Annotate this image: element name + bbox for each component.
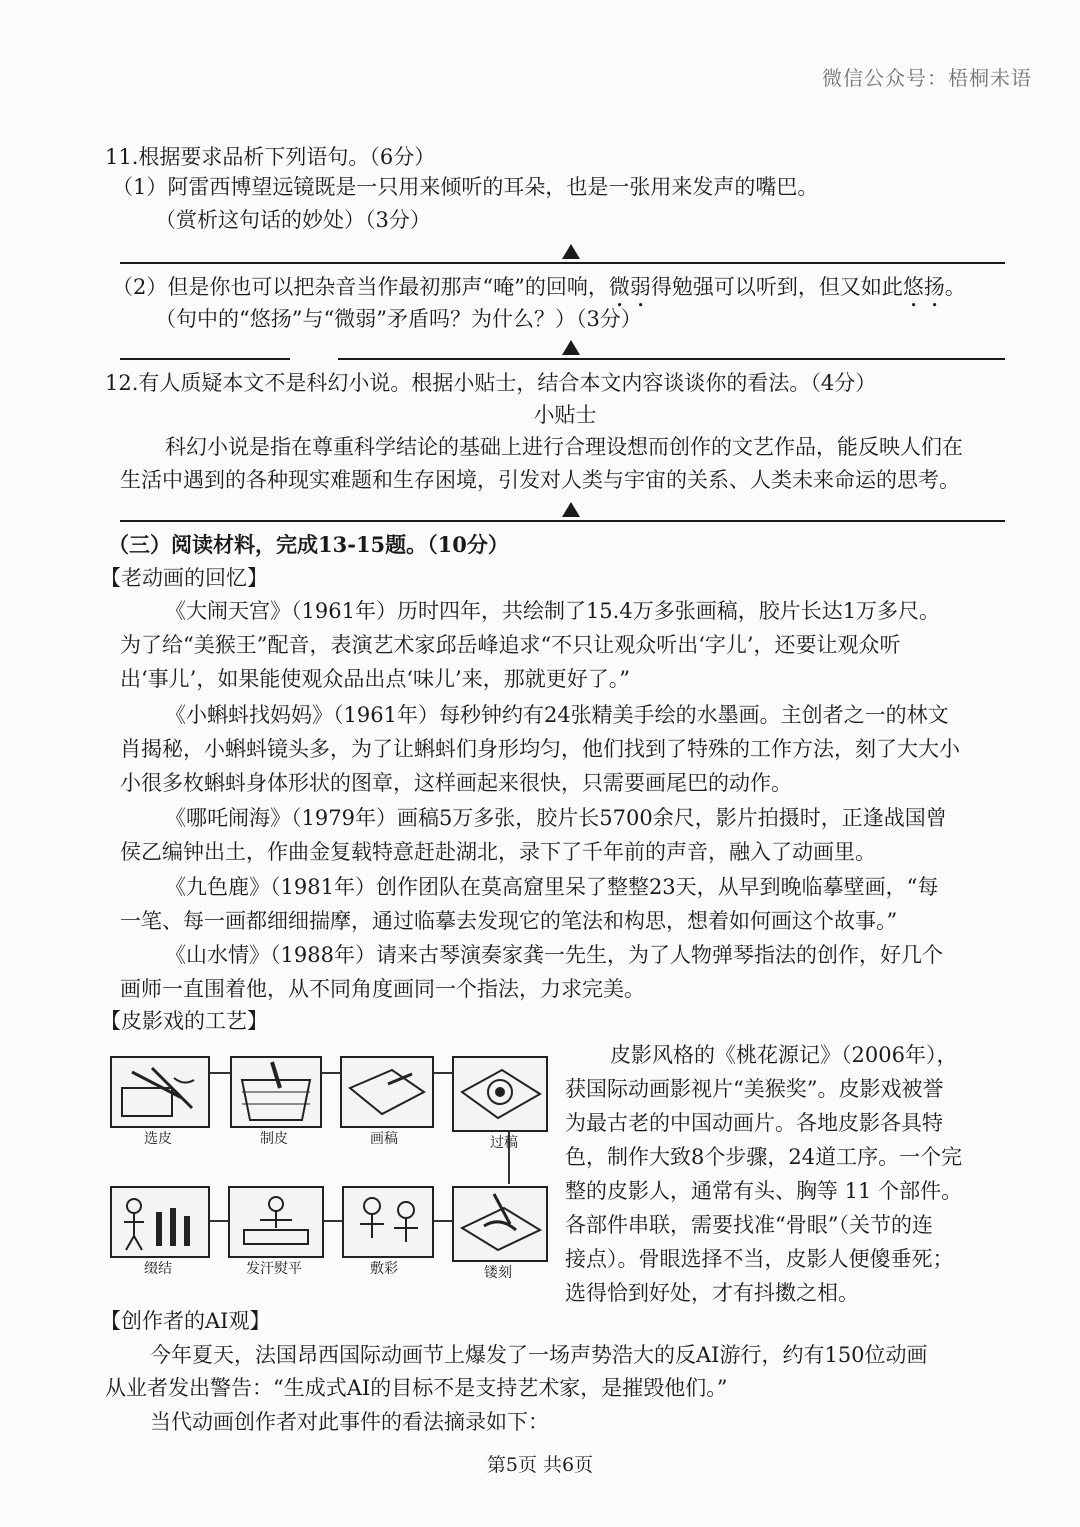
q11-part2-requirement: （句中的“悠扬”与“微弱”矛盾吗？为什么？）（3分） <box>155 307 642 331</box>
paragraph-line: 《山水情》（1988年）请来古琴演奏家龚一先生，为了人物弹琴指法的创作，好几个 <box>165 943 943 967</box>
heading-old-animation: 【老动画的回忆】 <box>100 566 268 590</box>
q11-part1: （1）阿雷西博望远镜既是一只用来倾听的耳朵，也是一张用来发声的嘴巴。 <box>112 175 819 199</box>
paragraph-line: 为最古老的中国动画片。各地皮影各具特 <box>565 1111 943 1135</box>
paragraph-line: 《小蝌蚪找妈妈》（1961年）每秒钟约有24张精美手绘的水墨画。主创者之一的林文 <box>165 703 949 727</box>
paragraph-line: 《大闹天宫》（1961年）历时四年，共绘制了15.4万多张画稿，胶片长达1万多尺。 <box>165 599 941 623</box>
answer-marker-icon <box>562 340 580 355</box>
step-label: 制皮 <box>260 1131 288 1147</box>
tip-line: 生活中遇到的各种现实难题和生存困境，引发对人类与宇宙的关系、人类未来命运的思考。 <box>120 468 960 492</box>
step-label: 选皮 <box>144 1131 172 1147</box>
q11-part2: （2）但是你也可以把杂音当作最初那声“唵”的回响，微弱得勉强可以听到，但又如此悠扬。 <box>112 275 966 299</box>
answer-line[interactable] <box>120 262 1005 264</box>
paragraph-line: 今年夏天，法国昂西国际动画节上爆发了一场声势浩大的反AI游行，约有150位动画 <box>150 1343 928 1367</box>
step-carve-image <box>452 1186 548 1262</box>
step-assemble-image <box>110 1186 210 1258</box>
tip-title: 小贴士 <box>533 403 597 427</box>
paragraph-line: 选得恰到好处，才有抖擞之相。 <box>565 1281 859 1305</box>
step-press-flat-image <box>228 1186 324 1258</box>
answer-marker-icon <box>562 502 580 517</box>
paragraph-line: 为了给“美猴王”配音，表演艺术家邱岳峰追求“不只让观众听出‘字儿’，还要让观众听 <box>120 633 901 657</box>
paragraph-line: 侯乙编钟出土，作曲金复载特意赶赴湖北，录下了千年前的声音，融入了动画里。 <box>120 840 876 864</box>
step-label: 敷彩 <box>370 1261 398 1277</box>
section3-title: （三）阅读材料，完成13-15题。（10分） <box>108 532 509 557</box>
paragraph-line: 当代动画创作者对此事件的看法摘录如下： <box>150 1410 549 1434</box>
paragraph-line: 皮影风格的《桃花源记》（2006年）， <box>610 1043 958 1067</box>
step-select-hide-image <box>110 1056 210 1128</box>
paragraph-line: 肖揭秘，小蝌蚪镜头多，为了让蝌蚪们身形均匀，他们找到了特殊的工作方法，刻了大大小 <box>120 737 960 761</box>
heading-shadow-puppetry: 【皮影戏的工艺】 <box>100 1009 268 1033</box>
answer-marker-icon <box>562 244 580 259</box>
paragraph-line: 各部件串联，需要找准“骨眼”（关节的连 <box>565 1213 933 1237</box>
step-transfer-image <box>452 1056 548 1132</box>
paragraph-line: 接点）。骨眼选择不当，皮影人便傻垂死； <box>565 1247 954 1271</box>
step-color-image <box>342 1186 434 1258</box>
paragraph-line: 画师一直围着他，从不同角度画同一个指法，力求完美。 <box>120 977 645 1001</box>
paragraph-line: 一笔、每一画都细细揣摩，通过临摹去发现它的笔法和构思，想着如何画这个故事。” <box>120 909 898 933</box>
step-label: 缀结 <box>144 1261 172 1277</box>
step-label: 发汗熨平 <box>246 1261 302 1277</box>
paragraph-line: 《哪吒闹海》（1979年）画稿5万多张，胶片长5700余尺，影片拍摄时，正逢战国曾 <box>165 806 947 830</box>
paragraph-line: 获国际动画影视片“美猴奖”。皮影戏被誉 <box>565 1077 944 1101</box>
watermark: 微信公众号：梧桐未语 <box>822 66 1032 90</box>
page-number: 第5页 共6页 <box>486 1454 594 1476</box>
paragraph-line: 小很多枚蝌蚪身体形状的图章，这样画起来很快，只需要画尾巴的动作。 <box>120 771 792 795</box>
heading-creator-ai-view: 【创作者的AI观】 <box>100 1309 271 1333</box>
q11-title: 11.根据要求品析下列语句。（6分） <box>105 145 436 169</box>
answer-line[interactable] <box>338 358 1005 360</box>
tip-line: 科幻小说是指在尊重科学结论的基础上进行合理设想而创作的文艺作品，能反映人们在 <box>165 435 963 459</box>
step-label: 过稿 <box>490 1135 518 1151</box>
paragraph-line: 从业者发出警告：“生成式AI的目标不是支持艺术家，是摧毁他们。” <box>105 1376 728 1400</box>
step-label: 镂刻 <box>484 1265 512 1281</box>
q11-part1-requirement: （赏析这句话的妙处）（3分） <box>155 208 431 232</box>
q12-title: 12.有人质疑本文不是科幻小说。根据小贴士，结合本文内容谈谈你的看法。（4分） <box>105 371 877 395</box>
step-prepare-hide-image <box>230 1056 322 1128</box>
step-draft-image <box>340 1056 434 1128</box>
answer-line[interactable] <box>120 520 1005 522</box>
paragraph-line: 《九色鹿》（1981年）创作团队在莫高窟里呆了整整23天，从早到晚临摹壁画，“每 <box>165 875 939 899</box>
paragraph-line: 色，制作大致8个步骤，24道工序。一个完 <box>565 1145 963 1169</box>
paragraph-line: 整的皮影人，通常有头、胸等 11 个部件。 <box>565 1179 963 1203</box>
paragraph-line: 出‘事儿’，如果能使观众品出点‘味儿’来，那就更好了。” <box>120 667 630 691</box>
step-label: 画稿 <box>370 1131 398 1147</box>
answer-line[interactable] <box>120 358 290 360</box>
